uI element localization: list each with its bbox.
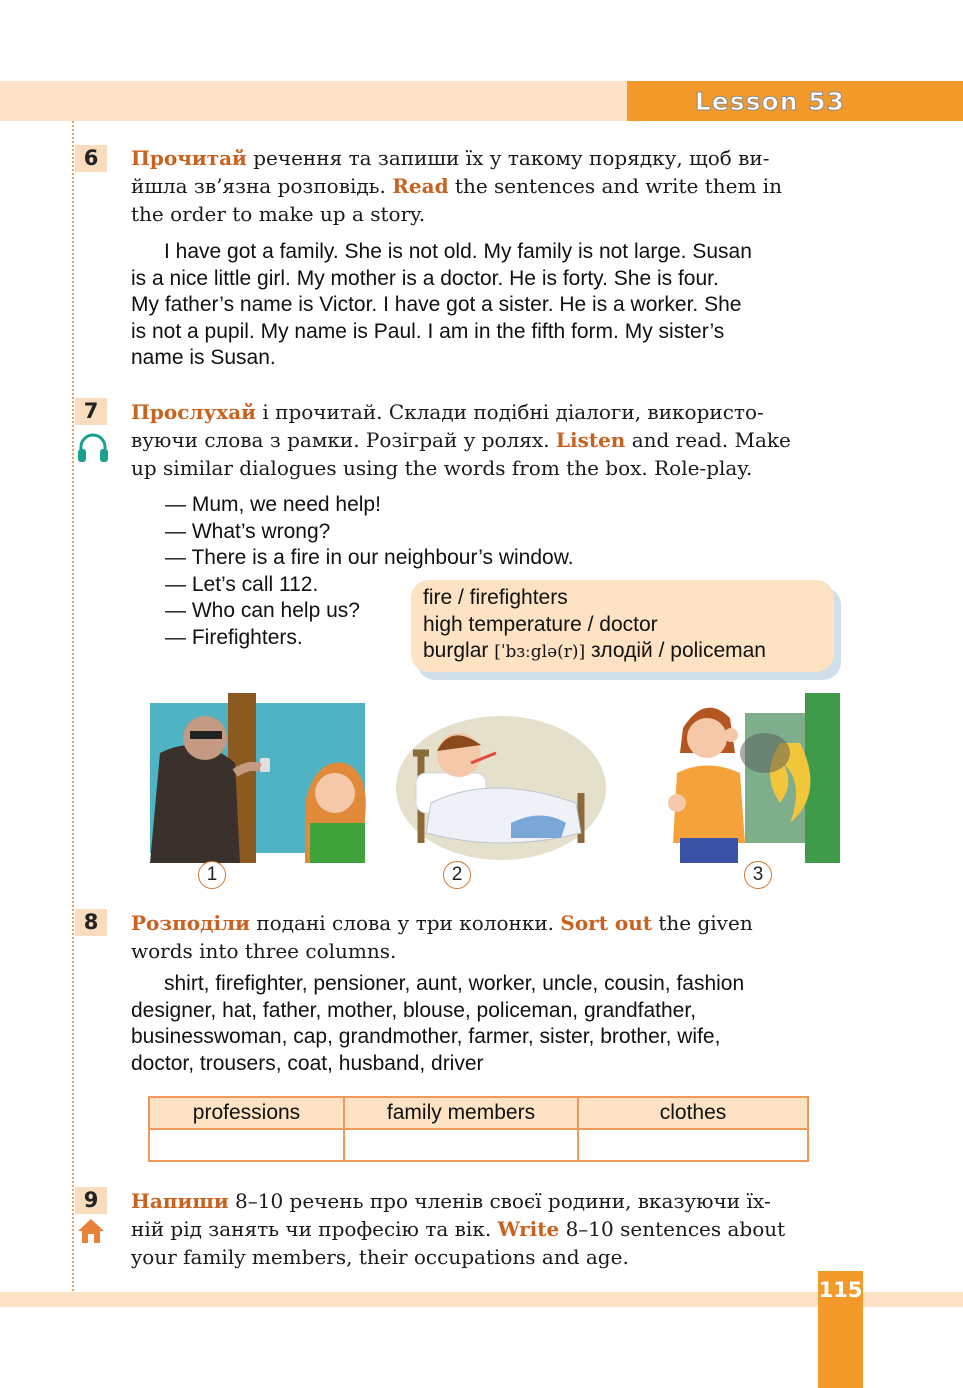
words-line: shirt, firefighter, pensioner, aunt, worker, uncle, cousin, fashion	[164, 972, 745, 995]
words-line: designer, hat, father, mother, blouse, policeman, grandfather,	[131, 998, 697, 1022]
task-6-text-ua-1: речення та запиши їх у такому порядку, щоб ви-	[246, 146, 770, 170]
task-7-verb-en: Listen	[555, 428, 626, 452]
column-header-family-members: family members	[344, 1097, 578, 1129]
ipa-transcription: [ˈbɜːglə(r)]	[494, 642, 586, 662]
task-8-text-en-1: the given	[652, 911, 753, 935]
task-6-text-ua-2: йшла зв’язна розповідь.	[131, 174, 393, 198]
table-cell[interactable]	[344, 1129, 578, 1161]
word-box-line: fire / firefighters	[423, 586, 568, 609]
column-header-professions: professions	[149, 1097, 344, 1129]
story-line: name is Susan.	[131, 346, 276, 369]
word-box	[411, 580, 834, 672]
task-6-verb-ua: Прочитай	[131, 146, 247, 170]
picture-2-label: 2	[443, 861, 471, 889]
task-7-instruction	[131, 398, 841, 482]
task-6-instruction	[131, 144, 841, 228]
task-6-text-en-1: the sentences and write them in	[448, 174, 783, 198]
headphones-icon	[76, 433, 110, 463]
task-8-instruction	[131, 909, 841, 965]
column-header-clothes: clothes	[578, 1097, 808, 1129]
dialogue-line: — Let’s call 112.	[165, 572, 319, 596]
table-cell[interactable]	[578, 1129, 808, 1161]
task-6-text-en-2: the order to make up a story.	[131, 202, 426, 226]
task-8-words	[131, 971, 841, 1077]
home-icon	[77, 1218, 105, 1244]
table-cell[interactable]	[149, 1129, 344, 1161]
dialogue-line: — Firefighters.	[165, 625, 303, 649]
words-line: businesswoman, cap, grandmother, farmer, sister, brother, wife,	[131, 1025, 721, 1048]
story-line: I have got a family. She is not old. My family is not large. Susan	[164, 240, 752, 263]
picture-1-label: 1	[198, 861, 226, 889]
task-6-number: 6	[75, 145, 107, 172]
dialogue-line: — There is a fire in our neighbour’s window.	[165, 546, 574, 570]
dialogue-line: — Mum, we need help!	[165, 493, 381, 516]
task-9-text-ua-1: 8–10 речень про членів своєї родини, вказуючи їх-	[228, 1189, 771, 1213]
word-translation: злодій / policeman	[585, 639, 766, 662]
task-9-instruction	[131, 1187, 841, 1271]
page-number: 115	[818, 1278, 863, 1302]
story-line: is not a pupil. My name is Paul. I am in the fifth form. My sister’s	[131, 319, 725, 343]
word-box-line: high temperature / doctor	[423, 612, 658, 636]
task-7-text-ua-1: і прочитай. Склади подібні діалоги, використо-	[256, 400, 764, 424]
word-box-line	[423, 638, 834, 666]
task-8-text-en-2: words into three columns.	[131, 939, 397, 963]
task-8-verb-ua: Розподіли	[131, 911, 250, 935]
task-8-verb-en: Sort out	[560, 911, 653, 935]
picture-sick-boy	[391, 693, 611, 863]
picture-burglar	[140, 693, 376, 863]
margin-dotted-line	[72, 121, 74, 1291]
task-7-number: 7	[75, 398, 107, 425]
task-8-text-ua-1: подані слова у три колонки.	[249, 911, 561, 935]
task-8-number: 8	[75, 909, 107, 936]
task-6-story	[131, 239, 841, 372]
task-9-verb-ua: Напиши	[131, 1189, 229, 1213]
task-7-text-en-2: up similar dialogues using the words from the box. Role-play.	[131, 456, 753, 480]
words-line: doctor, trousers, coat, husband, driver	[131, 1051, 484, 1075]
story-line: is a nice little girl. My mother is a doctor. He is forty. She is four.	[131, 266, 719, 290]
task-9-text-ua-2: ній рід занять чи професію та вік.	[131, 1217, 498, 1241]
task-6-verb-en: Read	[392, 174, 449, 198]
picture-3-label: 3	[744, 861, 772, 889]
task-9-text-en-2: your family members, their occupations and age.	[131, 1245, 629, 1269]
task-9-number: 9	[75, 1187, 107, 1214]
word-burglar: burglar	[423, 639, 495, 662]
story-line: My father’s name is Victor. I have got a sister. He is a worker. She	[131, 293, 742, 316]
sort-table	[148, 1096, 809, 1162]
task-9-text-en-1: 8–10 sentences about	[559, 1217, 786, 1241]
lesson-title: Lesson 53	[627, 81, 963, 121]
dialogue-line: — Who can help us?	[165, 599, 360, 623]
task-7-text-en-1: and read. Make	[625, 428, 791, 452]
task-9-verb-en: Write	[497, 1217, 560, 1241]
dialogue-line: — What’s wrong?	[165, 519, 331, 543]
picture-girl-fire	[665, 693, 840, 863]
task-7-verb-ua: Прослухай	[131, 400, 257, 424]
task-7-text-ua-2: вуючи слова з рамки. Розіграй у ролях.	[131, 428, 556, 452]
